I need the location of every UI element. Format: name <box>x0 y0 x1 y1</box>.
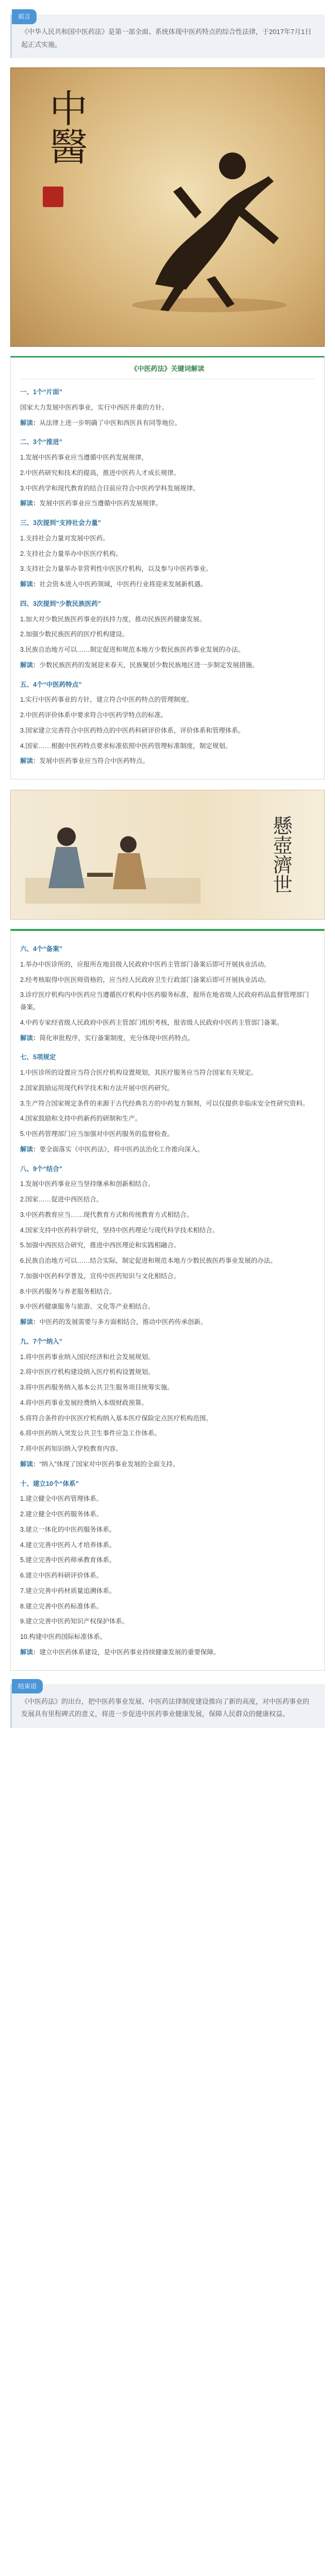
intro-text: 《中华人民共和国中医药法》是第一部全面、系统体现中医药特点的综合性法律，于2017年7月1日起正式实施。 <box>21 28 312 48</box>
section-6 <box>20 943 315 1044</box>
note-text: 少数民族医药的发展迎来春天，民族聚居少数民族地区进一步制定发展措施。 <box>39 661 259 669</box>
note-text: 中医药的发展需要与多方面相结合，推动中医药传承创新。 <box>39 1318 207 1326</box>
paragraph: 2.中医药研究和技术的提高，推进中医药人才成长规律。 <box>20 469 180 477</box>
red-seal-stamp <box>43 187 63 207</box>
note <box>20 1316 315 1329</box>
paragraph: 6.将中医药纳入突发公共卫生事件应急工作体系。 <box>20 1430 161 1437</box>
note-text: 社会资本进入中医药领域，中医药行业将迎来发展新机遇。 <box>39 581 207 588</box>
paragraph: 7.加强中医药科学普及，宣传中医药知识与文化相结合。 <box>20 1272 180 1280</box>
keyword-interpretation-box <box>10 356 325 779</box>
paragraph: 1.中医诊所的设置应当符合医疗机构设置规划，其医疗服务应当符合国家有关规定。 <box>20 1069 258 1077</box>
note-label: 解读： <box>20 419 40 427</box>
note-label: 解读： <box>20 1460 40 1468</box>
section-heading: 八、9个“结合” <box>20 1165 62 1173</box>
section-5 <box>20 679 315 768</box>
paragraph: 3.国家建立完善符合中医药特点的中医药科研评价体系，评价体系和管理体系。 <box>20 726 245 734</box>
paragraph: 9.建立完善中医药知识产权保护体系。 <box>20 1618 129 1625</box>
note-text: 从法律上进一步明确了中医和西医具有同等地位。 <box>39 419 181 427</box>
paragraph: 3.建立一体化的中医药服务体系。 <box>20 1526 116 1533</box>
paragraph: 4.建立完善中医药人才培养体系。 <box>20 1541 116 1549</box>
paragraph: 10.构建中医药国际标准体系。 <box>20 1633 107 1641</box>
section-heading: 七、5项规定 <box>20 1054 56 1061</box>
paragraph: 5.中医药管理部门应当加强对中医药服务的监督检查。 <box>20 1130 174 1138</box>
paragraph: 2.经考核取得中医医师资格的，应当经人民政府卫生行政部门备案后即可开展执业活动。 <box>20 976 271 984</box>
note <box>20 498 315 510</box>
paragraph: 5.将符合条件的中医医疗机构纳入基本医疗保险定点医疗机构范围。 <box>20 1414 212 1422</box>
doctor-scene-illustration <box>20 801 206 909</box>
note <box>20 579 315 591</box>
paragraph: 5.建立完善中医药师承教育体系。 <box>20 1556 116 1564</box>
note <box>20 1144 315 1156</box>
note <box>20 755 315 768</box>
paragraph: 1.建立健全中医药管理体系。 <box>20 1495 103 1503</box>
note-label: 解读： <box>20 661 40 669</box>
paragraph: 7.将中医药知识纳入学校教育内容。 <box>20 1445 122 1453</box>
note <box>20 1647 315 1659</box>
section-2 <box>20 436 315 510</box>
note <box>20 1032 315 1045</box>
paragraph: 1.举办中医诊所的，应报所在地县级人民政府中医药主管部门备案后即可开展执业活动。 <box>20 960 271 968</box>
paragraph: 1.实行中医药事业的方针，建立符合中医药特点的管理制度。 <box>20 696 193 704</box>
paragraph: 4.中药专家经省级人民政府中医药主管部门组织考核，报省级人民政府中医药主管部门备案。 <box>20 1019 283 1026</box>
section-heading: 三、3次提到“支持社会力量” <box>20 519 101 527</box>
note-label: 解读： <box>20 757 40 765</box>
section-heading: 五、4个“中医药特点” <box>20 681 82 688</box>
note-label: 解读： <box>20 581 40 588</box>
paragraph: 2.国家鼓励运用现代科学技术和方法开展中医药研究。 <box>20 1084 174 1092</box>
note-text: 建立中医药体系建设，是中医药事业持续健康发展的重要保障。 <box>39 1648 220 1656</box>
paragraph: 3.民族自治地方可以……制定促进和规范本地方少数民族医药事业发展的办法。 <box>20 646 245 654</box>
note <box>20 417 315 430</box>
paragraph: 3.生产符合国家规定条件的来源于古代经典名方的中药复方制剂，可以仅提供非临床安全性研究资料。 <box>20 1099 309 1107</box>
calligraphy-logo <box>231 801 293 909</box>
paragraph: 2.将中医医疗机构建设纳入医疗机构设置规划。 <box>20 1368 155 1376</box>
calligraphy-text: 懸壺濟世 <box>270 816 292 894</box>
paragraph: 3.将中医药服务纳入基本公共卫生服务项目统筹实施。 <box>20 1384 174 1392</box>
section-heading: 九、7个“纳入” <box>20 1337 62 1345</box>
paragraph: 4.国家支持中医药科学研究，坚持中医药理论与现代科学技术相结合。 <box>20 1226 219 1234</box>
section-1 <box>20 386 315 429</box>
section-4 <box>20 598 315 672</box>
note-label: 解读： <box>20 500 40 507</box>
note <box>20 659 315 672</box>
section-10 <box>20 1478 315 1659</box>
section-9 <box>20 1336 315 1471</box>
paragraph: 1.发展中医药事业应当坚持继承和创新相结合。 <box>20 1180 155 1188</box>
paragraph: 2.建立健全中医药服务体系。 <box>20 1511 103 1518</box>
paragraph: 2.中医药评价体系中要求符合中医药学特点的标准。 <box>20 711 167 719</box>
note-text: 要全面落实《中医药法》，将中医药法治化工作推向深入。 <box>39 1145 204 1153</box>
paragraph: 国家大力发展中医药事业，实行中西医并重的方针。 <box>20 403 169 411</box>
paragraph: 3.诊疗医疗机构内中医药应当遵循医疗机构中医药服务标准，报所在地省级人民政府药品监督管理部门备案。 <box>20 991 309 1011</box>
note <box>20 1459 315 1471</box>
paragraph: 3.支持社会力量举办非营利性中医医疗机构，以及参与中医药事业。 <box>20 565 212 573</box>
section-3 <box>20 517 315 591</box>
note-label: 解读： <box>20 1034 40 1042</box>
note-text: 简化审批程序，实行备案制度，充分体现中医药特点。 <box>39 1034 194 1042</box>
paragraph: 1.发展中医药事业应当遵循中医药发展规律， <box>20 454 148 462</box>
calligraphy-text: 中醫 <box>43 89 88 165</box>
paragraph: 4.国家……根据中医药特点要求标准依照中医药管理标准制度，制定规划。 <box>20 742 232 750</box>
note-text: 发展中医药事业应当符合中医药特点。 <box>39 757 149 765</box>
section-8 <box>20 1163 315 1329</box>
closing-callout <box>10 1684 325 1728</box>
paragraph: 2.支持社会力量举办中医医疗机构。 <box>20 550 122 557</box>
note-label: 解读： <box>20 1318 40 1326</box>
paragraph: 4.将中医药事业发展经费纳入本级财政预算。 <box>20 1399 148 1406</box>
provisions-box <box>10 929 325 1671</box>
paragraph: 9.中医药健康服务与旅游、文化等产业相结合。 <box>20 1303 155 1311</box>
paragraph: 6.建立中医药科研评价体系。 <box>20 1572 103 1580</box>
paragraph: 2.国家……促进中西医结合。 <box>20 1196 103 1204</box>
section-7 <box>20 1052 315 1156</box>
intro-tag: 前言 <box>12 9 37 24</box>
paragraph: 6.民族自治地方可以……结合实际，制定促进和规范本地方少数民族医药事业发展的办法。 <box>20 1257 277 1265</box>
note-label: 解读： <box>20 1145 40 1153</box>
section-heading: 十、建立10个“体系” <box>20 1480 79 1487</box>
paragraph: 1.将中医药事业纳入国民经济和社会发展规划。 <box>20 1353 155 1361</box>
paragraph: 2.加强少数民族医药的医疗机构建设。 <box>20 631 129 638</box>
paragraph: 1.支持社会力量对发展中医药。 <box>20 534 109 542</box>
hero-painting <box>10 67 325 347</box>
closing-text: 《中医药法》的出台，把中医药事业发展、中医药法律制度建设推向了新的高度，对中医药事业的发展具有里程碑式的意义，将进一步促进中医药事业健康发展，保障人民群众的健康权益。 <box>21 1697 310 1718</box>
article <box>10 0 325 1728</box>
box-title: 《中医药法》关键词解读 <box>20 363 315 379</box>
note-text: 发展中医药事业应当遵循中医药发展规律。 <box>39 500 162 507</box>
paragraph: 7.建立完善中药材质量追溯体系。 <box>20 1587 116 1595</box>
section-heading: 二、3个“推进” <box>20 438 62 446</box>
paragraph: 1.加大对少数民族医药事业的扶持力度，推动民族医药健康发展。 <box>20 615 206 623</box>
banner-illustration <box>10 790 325 920</box>
section-heading: 四、3次提到“少数民族医药” <box>20 600 101 607</box>
calligraphy-logo <box>28 89 90 192</box>
section-heading: 一、1个“片面” <box>20 388 62 396</box>
note-label: 解读： <box>20 1648 40 1656</box>
herbalist-figure-illustration <box>124 130 294 315</box>
paragraph: 3.中医药教育应当……现代教育方式和传统教育方式相结合。 <box>20 1211 193 1218</box>
paragraph: 4.国家鼓励和支持中药新药的研制和生产。 <box>20 1115 142 1123</box>
paragraph: 8.建立完善中医药标准体系。 <box>20 1602 103 1610</box>
closing-tag: 结束语 <box>12 1679 43 1694</box>
section-heading: 六、4个“备案” <box>20 945 62 953</box>
paragraph: 8.中医药服务与养老服务相结合。 <box>20 1287 116 1295</box>
note-text: “纳入”体现了国家对中医药事业发展的全面支持。 <box>39 1460 179 1468</box>
paragraph: 5.加强中西医结合研究，推进中西医理论和实践相融合。 <box>20 1242 180 1249</box>
intro-callout <box>10 14 325 58</box>
paragraph: 3.中医药学和现代教育的结合目前应符合中医药学科发展规律。 <box>20 484 199 492</box>
